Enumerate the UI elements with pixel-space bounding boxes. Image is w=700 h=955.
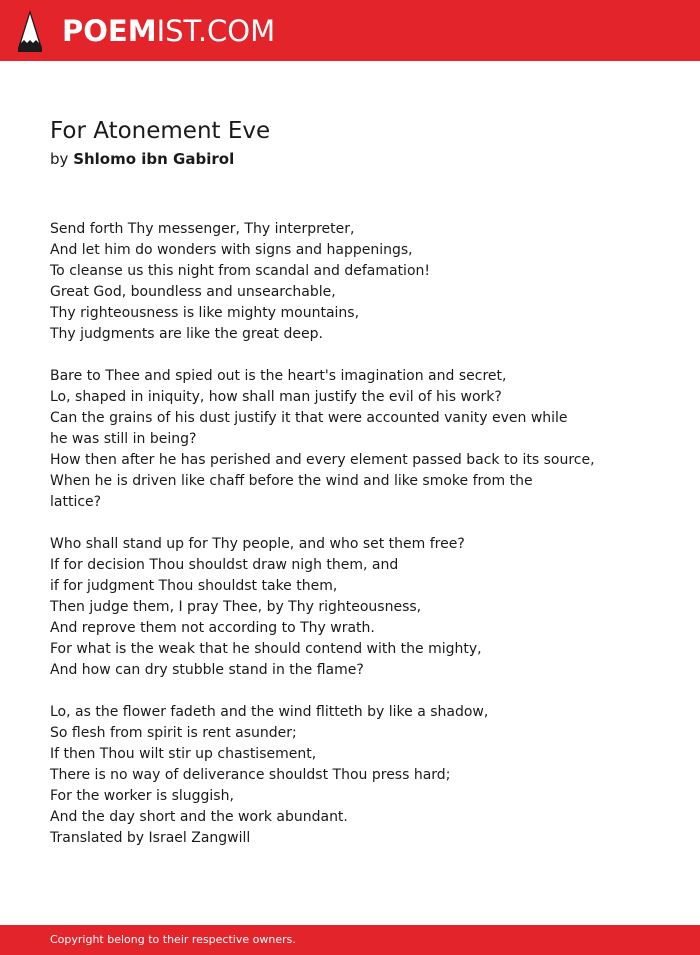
- byline: [50, 149, 234, 169]
- poem-line: lattice?: [50, 494, 102, 510]
- poem-line: For the worker is sluggish,: [50, 788, 234, 804]
- poem-line: Send forth Thy messenger, Thy interpreter,: [50, 221, 355, 237]
- poem-line: Then judge them, I pray Thee, by Thy righteousness,: [50, 599, 422, 615]
- pencil-icon[interactable]: [18, 10, 42, 52]
- poem-line: if for judgment Thou shouldst take them,: [50, 578, 338, 594]
- poem-line: And how can dry stubble stand in the flame?: [50, 662, 364, 678]
- poem-line: And let him do wonders with signs and happenings,: [50, 242, 413, 258]
- poem-line: If for decision Thou shouldst draw nigh them, and: [50, 557, 399, 573]
- logo-bold-text: POEM: [62, 14, 157, 48]
- poem-line: There is no way of deliverance shouldst Thou press hard;: [50, 767, 451, 783]
- poem-line: When he is driven like chaff before the wind and like smoke from the: [50, 473, 533, 489]
- site-footer: [0, 925, 700, 955]
- poem-line: Translated by Israel Zangwill: [50, 830, 251, 846]
- poem-body: [50, 219, 670, 849]
- copyright-text: Copyright belong to their respective owners.: [50, 933, 296, 946]
- poem-line: Lo, shaped in iniquity, how shall man justify the evil of his work?: [50, 389, 502, 405]
- site-header: [0, 0, 700, 61]
- poem-line: Who shall stand up for Thy people, and who set them free?: [50, 536, 465, 552]
- poem-line: Thy judgments are like the great deep.: [50, 326, 323, 342]
- site-logo[interactable]: [62, 13, 275, 49]
- poem-line: Lo, as the flower fadeth and the wind flitteth by like a shadow,: [50, 704, 489, 720]
- logo-light-text: IST.COM: [156, 14, 276, 48]
- poem-stanza: [50, 366, 670, 513]
- poem-line: Can the grains of his dust justify it that were accounted vanity even while: [50, 410, 568, 426]
- poem-stanza: [50, 219, 670, 345]
- poem-line: And the day short and the work abundant.: [50, 809, 348, 825]
- poem-line: Thy righteousness is like mighty mountains,: [50, 305, 360, 321]
- poem-line: And reprove them not according to Thy wrath.: [50, 620, 375, 636]
- author-name: Shlomo ibn Gabirol: [73, 150, 235, 168]
- poem-line: For what is the weak that he should contend with the mighty,: [50, 641, 482, 657]
- poem-line: To cleanse us this night from scandal and defamation!: [50, 263, 430, 279]
- poem-line: Great God, boundless and unsearchable,: [50, 284, 336, 300]
- poem-title: For Atonement Eve: [50, 118, 271, 144]
- poem-line: he was still in being?: [50, 431, 197, 447]
- poem-line: So flesh from spirit is rent asunder;: [50, 725, 297, 741]
- poem-line: How then after he has perished and every element passed back to its source,: [50, 452, 595, 468]
- poem-stanza: [50, 702, 670, 849]
- poem-line: If then Thou wilt stir up chastisement,: [50, 746, 317, 762]
- poem-stanza: [50, 534, 670, 681]
- poem-line: Bare to Thee and spied out is the heart's imagination and secret,: [50, 368, 507, 384]
- by-label: by: [50, 150, 69, 168]
